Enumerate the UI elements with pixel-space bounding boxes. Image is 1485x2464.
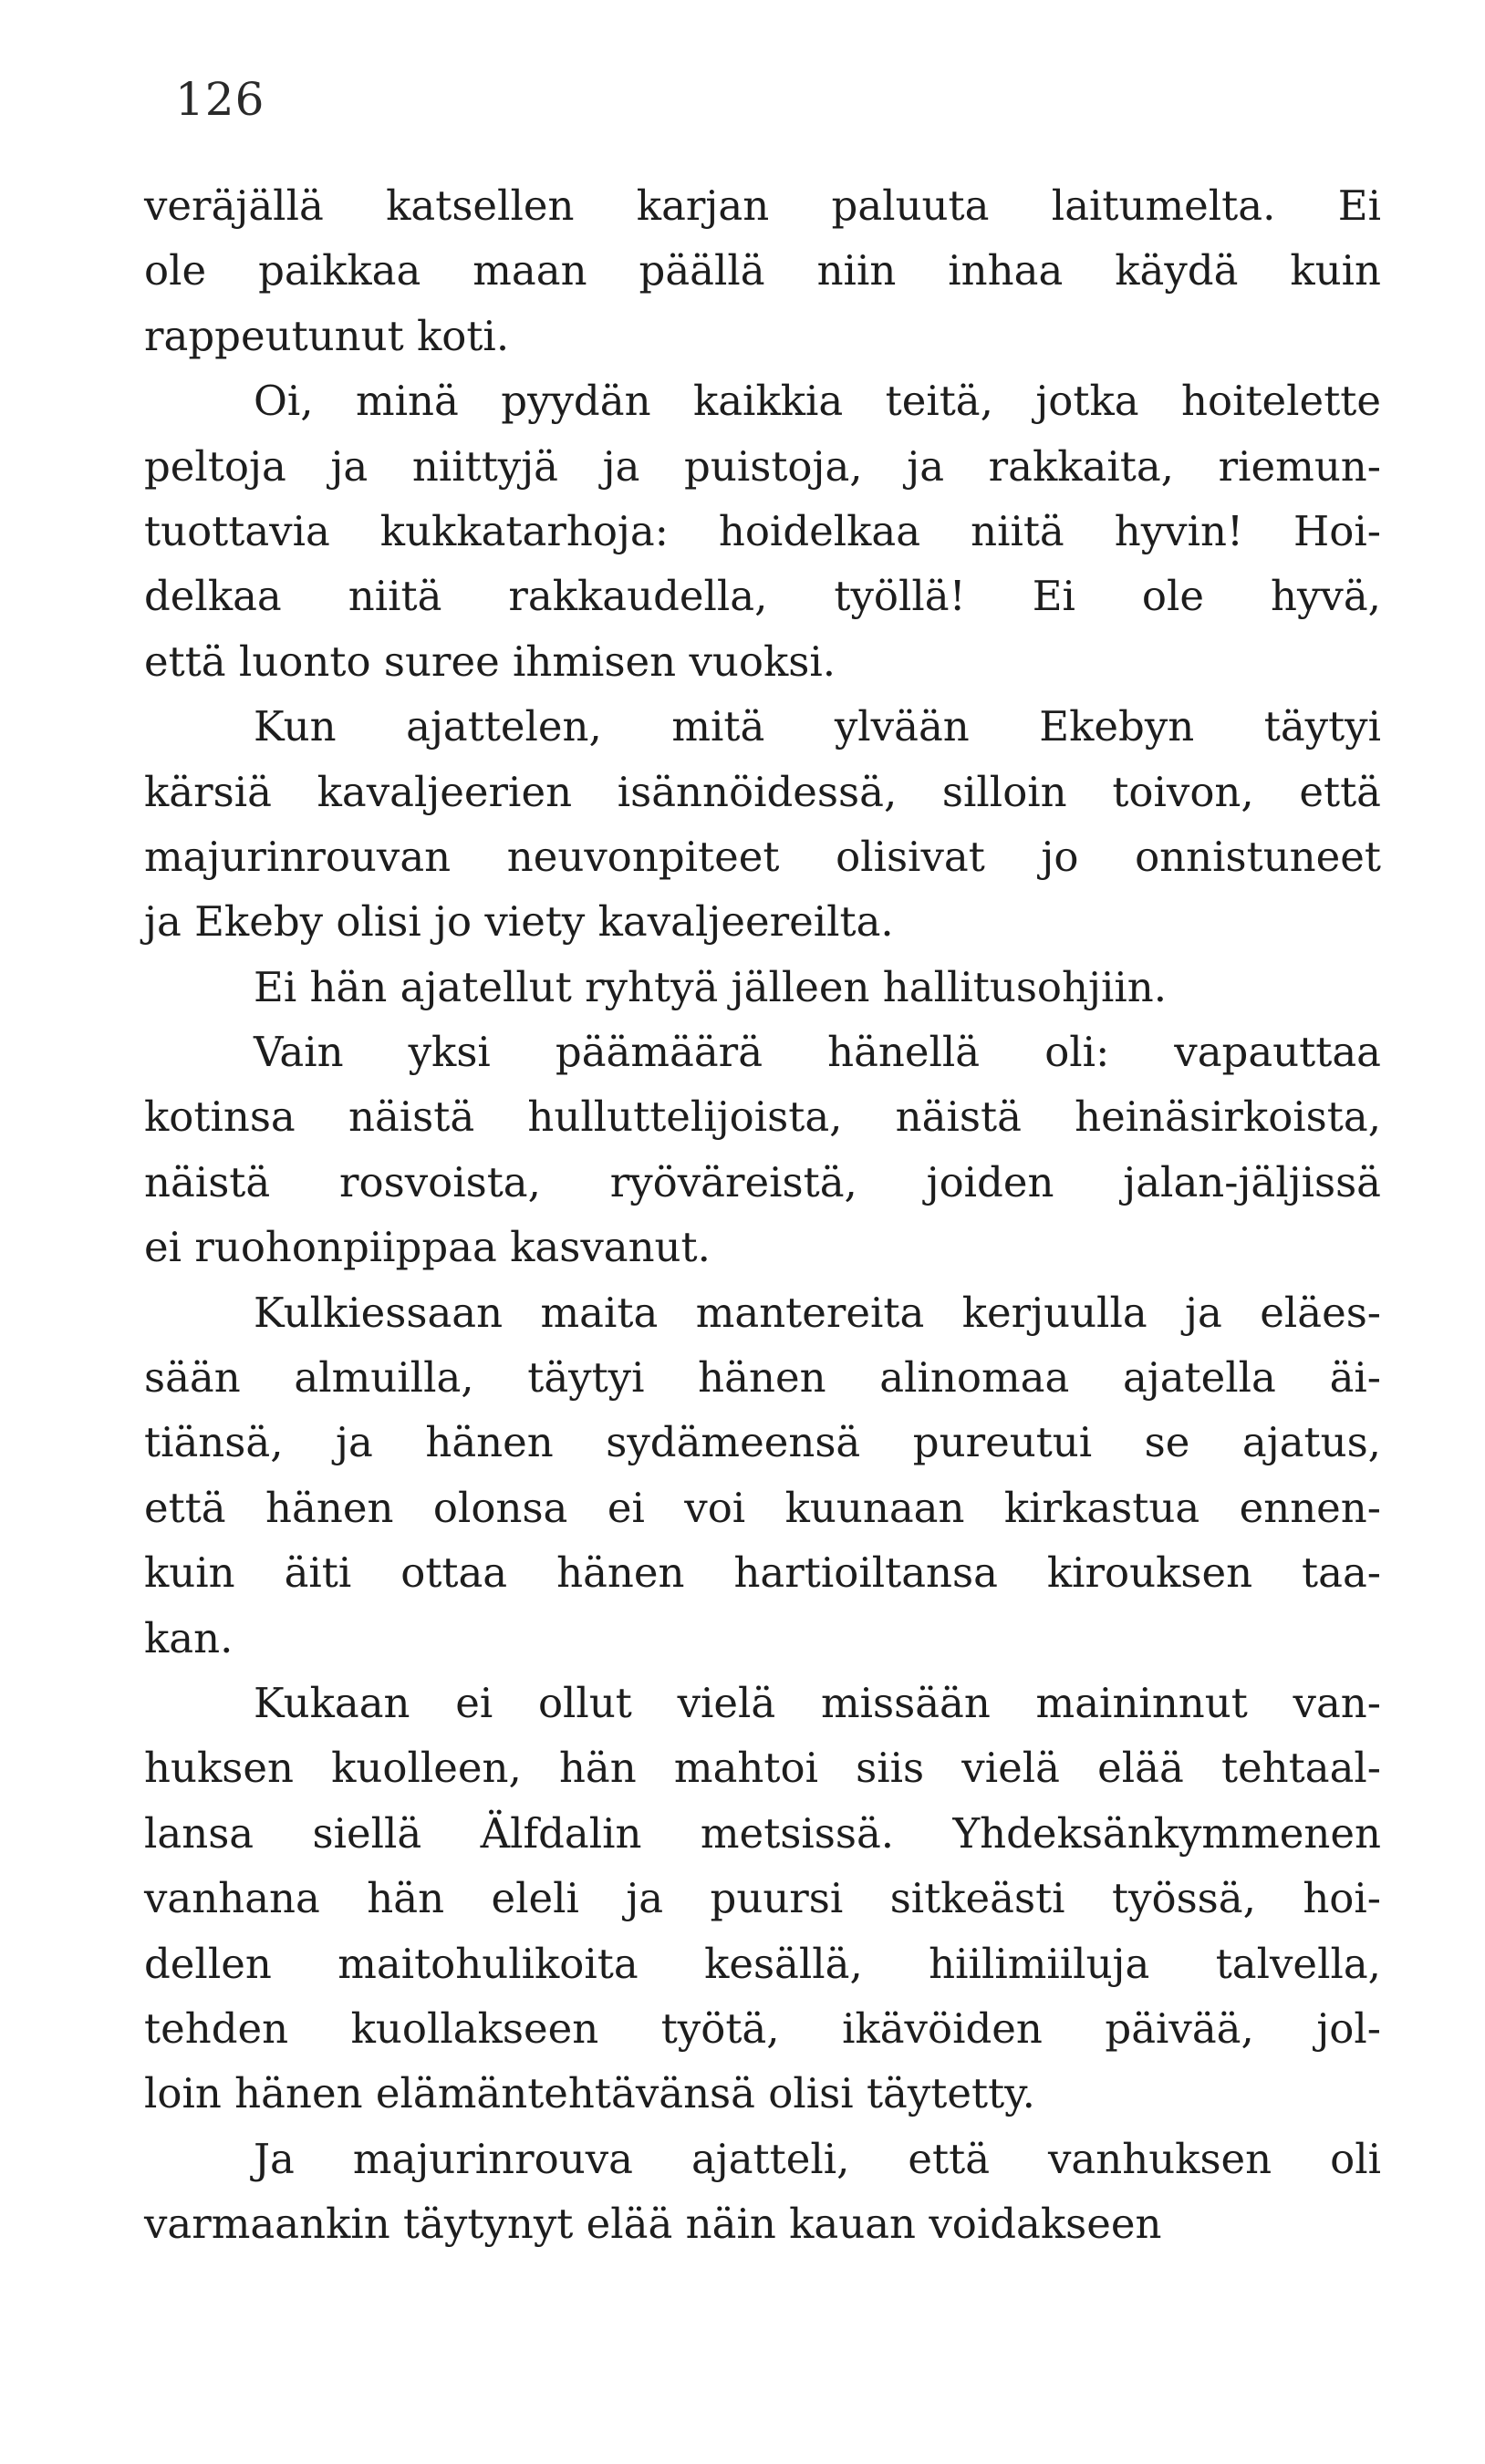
text-line: tiänsä, ja hänen sydämeensä pureutui se ajatus, [144, 1418, 1381, 1467]
text-line: Vain yksi päämäärä hänellä oli: vapauttaa [254, 1028, 1381, 1077]
body-text [144, 173, 1381, 2257]
text-line: vanhana hän eleli ja puursi sitkeästi työssä, hoi- [144, 1874, 1381, 1923]
text-line: loin hänen elämäntehtävänsä olisi täytetty. [144, 2069, 1035, 2118]
text-line: Kun ajattelen, mitä ylvään Ekebyn täytyi [254, 702, 1381, 751]
paragraph [144, 1671, 1381, 2127]
page-number: 126 [175, 73, 265, 126]
text-line: että hänen olonsa ei voi kuunaan kirkastua ennen- [144, 1483, 1381, 1532]
text-line: lansa siellä Älfdalin metsissä. Yhdeksänkymmenen [144, 1808, 1381, 1858]
text-line: sään almuilla, täytyi hänen alinomaa ajatella äi- [144, 1353, 1381, 1403]
text-line: tehden kuollakseen työtä, ikävöiden päivää, jol- [144, 2003, 1381, 2053]
text-line: Oi, minä pyydän kaikkia teitä, jotka hoitelette [254, 377, 1381, 426]
text-line: veräjällä katsellen karjan paluuta laitumelta. Ei [144, 181, 1381, 230]
paragraph [144, 694, 1381, 955]
text-line: ei ruohonpiippaa kasvanut. [144, 1223, 711, 1272]
text-line: delkaa niitä rakkaudella, työllä! Ei ole hyvä, [144, 572, 1381, 621]
text-line: Ja majurinrouva ajatteli, että vanhuksen oli [254, 2134, 1381, 2183]
paragraph [144, 173, 1381, 368]
text-line: kärsiä kavaljeerien isännöidessä, silloin toivon, että [144, 767, 1381, 816]
text-line: kan. [144, 1613, 234, 1662]
text-line: Kukaan ei ollut vielä missään maininnut van- [254, 1678, 1381, 1727]
paragraph [144, 1280, 1381, 1671]
paragraph [144, 2127, 1381, 2257]
text-line: näistä rosvoista, ryöväreistä, joiden jalan-jäljissä [144, 1157, 1381, 1206]
text-line: kuin äiti ottaa hänen hartioiltansa kirouksen taa- [144, 1548, 1381, 1598]
text-line: että luonto suree ihmisen vuoksi. [144, 637, 836, 686]
text-line: majurinrouvan neuvonpiteet olisivat jo onnistuneet [144, 832, 1381, 881]
text-line: ole paikkaa maan päällä niin inhaa käydä kuin [144, 246, 1381, 295]
text-line: ja Ekeby olisi jo viety kavaljeereilta. [144, 897, 894, 947]
text-line: kotinsa näistä hulluttelijoista, näistä heinäsirkoista, [144, 1092, 1381, 1142]
text-line: dellen maitohulikoita kesällä, hiilimiiluja talvella, [144, 1939, 1381, 1988]
text-line: tuottavia kukkatarhoja: hoidelkaa niitä hyvin! Hoi- [144, 506, 1381, 555]
text-line: peltoja ja niittyjä ja puistoja, ja rakkaita, riemun- [144, 441, 1381, 491]
paragraph [144, 1020, 1381, 1280]
text-line: varmaankin täytynyt elää näin kauan voidakseen [144, 2200, 1162, 2249]
text-line: Ei hän ajatellut ryhtyä jälleen hallitusohjiin. [254, 962, 1168, 1011]
paragraph [144, 368, 1381, 694]
paragraph [144, 955, 1381, 1020]
text-line: huksen kuolleen, hän mahtoi siis vielä elää tehtaal- [144, 1744, 1381, 1793]
text-line: Kulkiessaan maita mantereita kerjuulla ja eläes- [254, 1288, 1381, 1337]
text-line: rappeutunut koti. [144, 311, 510, 360]
